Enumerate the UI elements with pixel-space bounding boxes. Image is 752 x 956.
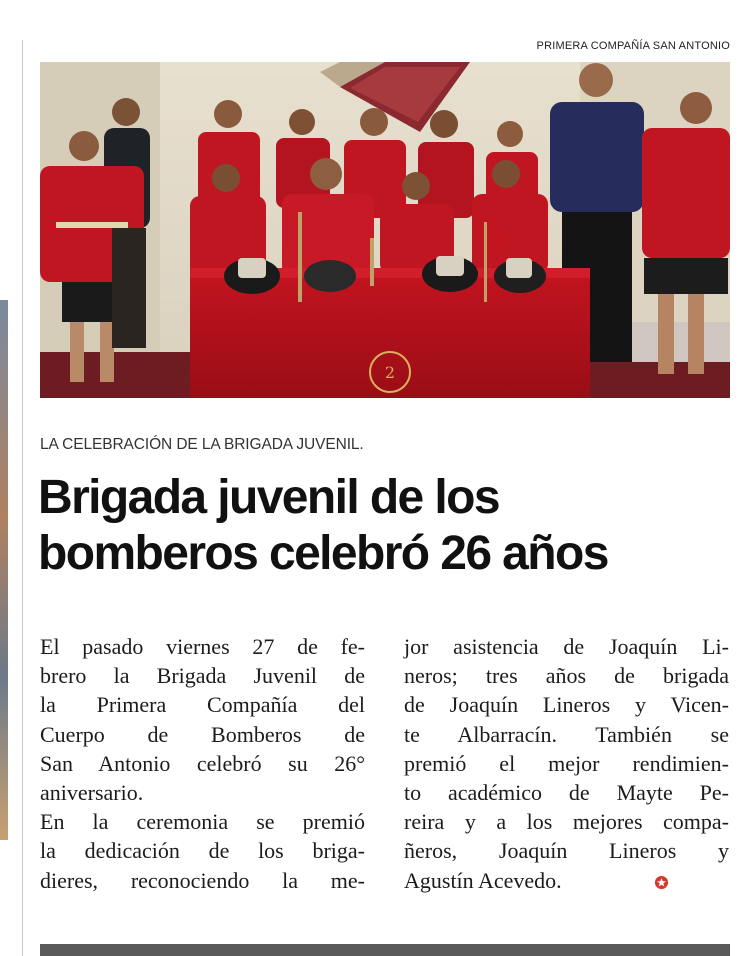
- body-line: la dedicación de los briga-: [40, 838, 365, 864]
- photo-credit: PRIMERA COMPAÑÍA SAN ANTONIO: [536, 40, 730, 52]
- photo-illustration: [40, 62, 730, 398]
- body-line: ñeros, Joaquín Lineros y: [404, 838, 729, 864]
- body-line: En la ceremonia se premió: [40, 809, 365, 835]
- body-line: to académico de Mayte Pe-: [404, 780, 729, 806]
- body-line: te Albarracín. También se: [404, 721, 729, 747]
- body-line: premió el mejor rendimien-: [404, 750, 729, 776]
- bottom-rule: [40, 944, 730, 956]
- body-line: dieres, reconociendo la me-: [40, 867, 365, 893]
- headline: [38, 470, 738, 582]
- column-rule: [22, 40, 23, 956]
- headline-line-1: Brigada juvenil de los: [38, 471, 499, 524]
- body-line: reira y a los mejores compa-: [404, 809, 729, 835]
- body-line-last: [404, 866, 729, 895]
- adjacent-page-edge: [0, 300, 8, 840]
- svg-text:2: 2: [384, 363, 396, 382]
- body-line-text: Agustín Acevedo.: [404, 867, 562, 893]
- body-line: San Antonio celebró su 26°: [40, 750, 365, 776]
- body-line: Cuerpo de Bomberos de: [40, 721, 365, 747]
- headline-line-2: bomberos celebró 26 años: [38, 527, 608, 580]
- body-line: de Joaquín Lineros y Vicen-: [404, 692, 729, 718]
- body-line: jor asistencia de Joaquín Li-: [404, 634, 729, 659]
- photo-caption: LA CELEBRACIÓN DE LA BRIGADA JUVENIL.: [40, 436, 364, 453]
- article-photo: [40, 62, 730, 398]
- body-line: la Primera Compañía del: [40, 692, 365, 718]
- body-column-2: [404, 632, 729, 895]
- body-column-1: [40, 632, 365, 895]
- star-end-mark-icon: [654, 875, 669, 890]
- body-line: brero la Brigada Juvenil de: [40, 663, 365, 689]
- body-line: neros; tres años de brigada: [404, 663, 729, 689]
- body-line: El pasado viernes 27 de fe-: [40, 634, 365, 659]
- body-line: aniversario.: [40, 780, 144, 806]
